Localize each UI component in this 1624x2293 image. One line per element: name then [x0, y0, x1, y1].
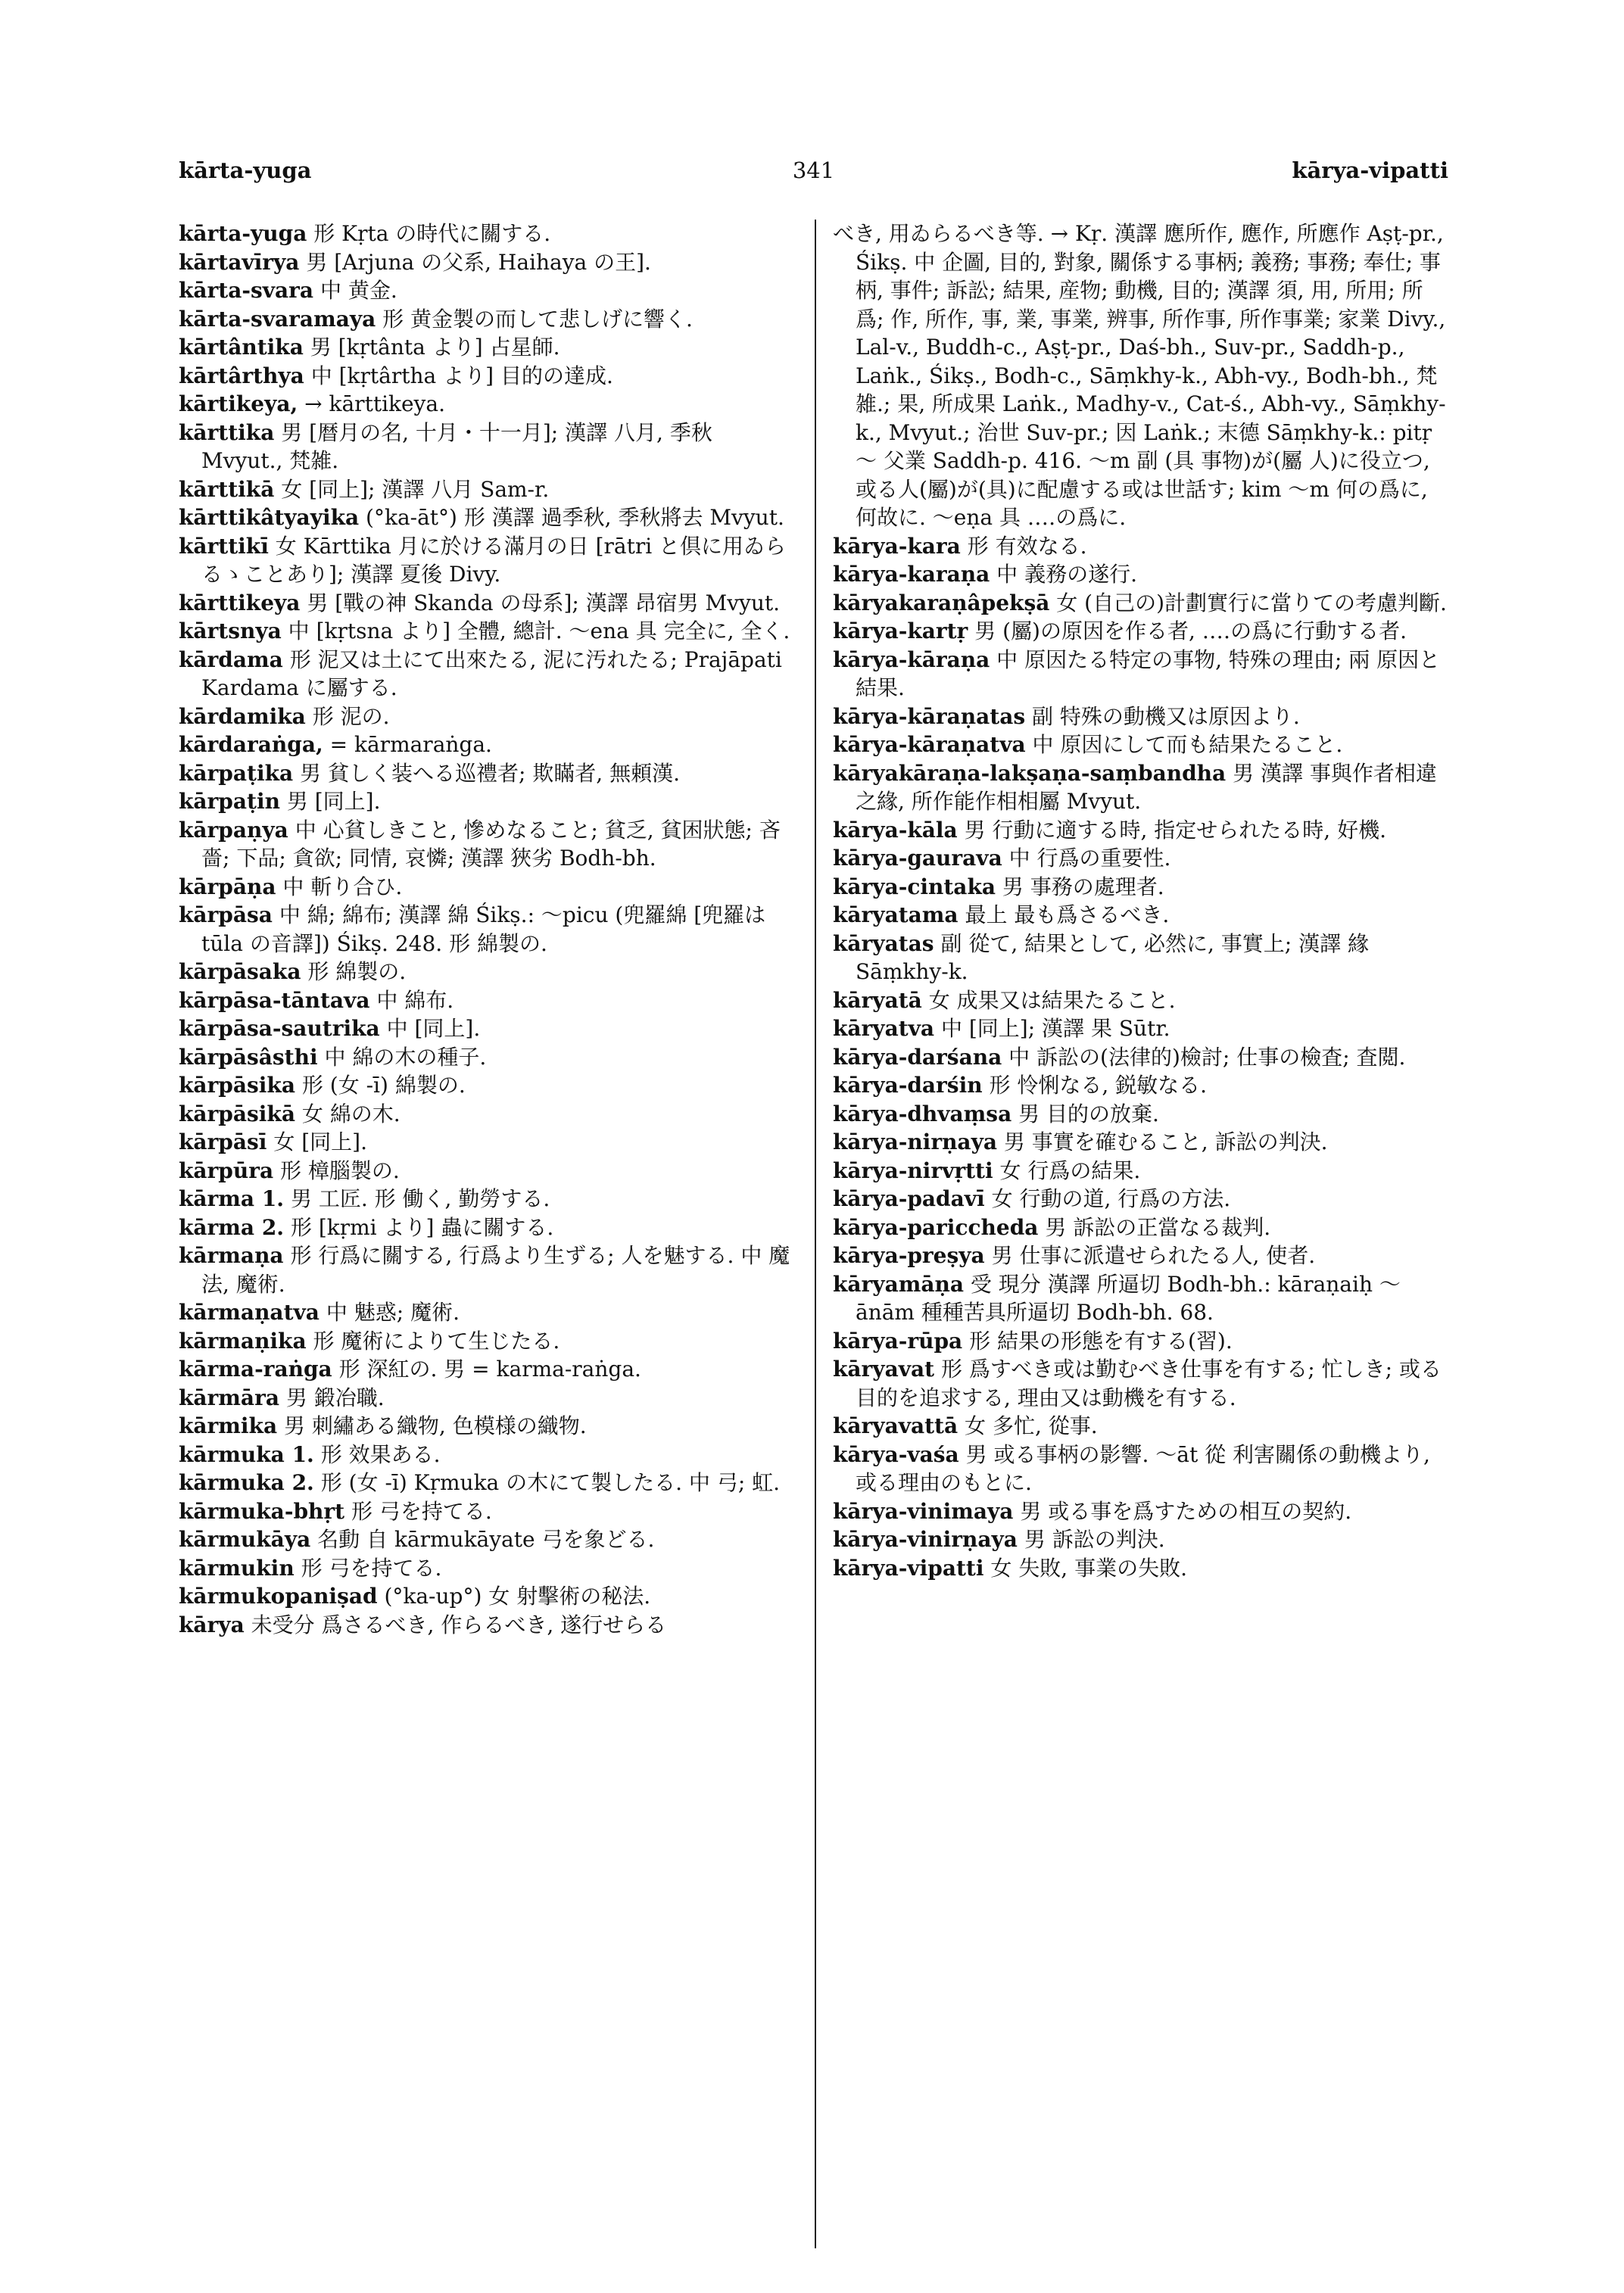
entry-definition: 形 深紅の. 男 = karma-raṅga. [338, 1357, 641, 1382]
dictionary-entry [179, 1525, 798, 1554]
dictionary-entry [179, 220, 798, 248]
entry-definition: (°ka-āt°) 形 漢譯 過季秋, 季秋將去 Mvyut. [366, 505, 784, 530]
entry-headword: kāryavat [833, 1357, 935, 1382]
entry-definition: 男 仕事に派遣せられたる人, 使者. [991, 1243, 1316, 1268]
dictionary-entry [179, 816, 798, 873]
dictionary-entry [833, 220, 1448, 532]
page-number: 341 [792, 157, 835, 183]
dictionary-entry [179, 1441, 798, 1469]
entry-definition: 中 魅惑; 魔術. [326, 1300, 460, 1325]
dictionary-entry [179, 1043, 798, 1072]
entry-headword: kārdamika [179, 703, 306, 729]
entry-definition: = kārmaraṅga. [329, 732, 492, 757]
entry-definition: 女 成果又は結果たること. [928, 987, 1176, 1013]
entry-definition: 形 魔術によりて生じたる. [313, 1328, 560, 1354]
entry-definition: 男 訴訟の正當なる裁判. [1045, 1214, 1271, 1240]
entry-definition: 女 失敗, 事業の失敗. [990, 1555, 1187, 1581]
dictionary-entry [179, 333, 798, 362]
header-right-guideword: kārya-vipatti [1292, 157, 1448, 183]
entry-definition: 男 漢譯 事與作者相違之緣, 所作能作相相屬 Mvyut. [856, 760, 1437, 814]
entry-headword: kārpāsa-sautrika [179, 1016, 380, 1041]
dictionary-entry [179, 1384, 798, 1413]
entry-headword: kārya-padavī [833, 1186, 985, 1211]
entry-headword: kārya-nirṇaya [833, 1129, 997, 1154]
dictionary-entry [833, 1071, 1448, 1100]
entry-headword: kārmāra [179, 1385, 279, 1410]
dictionary-entry [833, 1185, 1448, 1213]
entry-definition: 形 效果ある. [320, 1441, 441, 1467]
dictionary-entry [179, 1185, 798, 1213]
entry-headword: kāryakāraṇa-lakṣaṇa-saṃbandha [833, 760, 1227, 786]
dictionary-entry [833, 617, 1448, 646]
entry-definition: 中 行爲の重要性. [1008, 846, 1171, 871]
entry-headword: kārya-kara [833, 533, 961, 559]
entry-definition: 形 樟腦製の. [280, 1157, 400, 1183]
dictionary-entry [179, 1582, 798, 1611]
dictionary-entry [179, 1157, 798, 1185]
dictionary-entry [833, 986, 1448, 1015]
entry-definition: 女 Kārttika 月に於ける滿月の日 [rātri と倶に用ゐらるゝことあり]; 漢譯 夏後 Divy. [201, 533, 787, 587]
entry-definition: べき, 用ゐらるべき等. → Kṛ. 漢譯 應所作, 應作, 所應作 Aṣṭ-pr., Śikṣ. 中 企圖, 目的, 對象, 關係する事柄; 義務; 事務; 奉仕; 事柄, 事件; 訴訟; 結果, 産物; 動機, 目的; 漢譯 須, 用, 所用; 所爲; 作, 所作, 事, 業, 事業, 辨事, 所作事, 所作事業; 家業 Divy., Lal-v., Buddh-c., Aṣṭ-pr., Daś-bh., Suv-pr., Saddh-p., Laṅk., Śikṣ., Bodh-c., Sāṃkhy-k., Abh-vy., Bodh-bh., 梵雑.; 果, 所成果 Laṅk., Madhy-v., Cat-ś., Abh-vy., Sāṃkhy-k., Mvyut.; 治世 Suv-pr.; 因 Laṅk.; 末德 Sāṃkhy-k.: pitṛ～ 父業 Saddh-p. 416. ～m 副 (具 事物)が(屬 人)に役立つ, 或る人(屬)が(具)に配慮する或は世話す; kim ～m 何の爲に, 何故に. ～eṇa 具 ‥‥の爲に. [833, 221, 1446, 530]
entry-headword: kārya-kāraṇatva [833, 732, 1026, 757]
dictionary-entry [179, 1242, 798, 1298]
dictionary-entry [179, 362, 798, 391]
entry-headword: kārya-preṣya [833, 1243, 985, 1268]
entry-definition: 形 (女 -ī) 綿製の. [301, 1073, 466, 1098]
entry-headword: kāryatama [833, 902, 959, 927]
entry-headword: kārya-gaurava [833, 846, 1002, 871]
entry-definition: 最上 最も爲さるべき. [965, 902, 1170, 927]
entry-headword: kārpāsikā [179, 1101, 295, 1126]
entry-headword: kāryavattā [833, 1413, 959, 1438]
entry-headword: kāryatva [833, 1016, 935, 1041]
dictionary-entry [179, 276, 798, 305]
running-header [179, 157, 1448, 195]
dictionary-entry [833, 844, 1448, 873]
entry-headword: kārmukin [179, 1555, 295, 1581]
entry-headword: kārtavīrya [179, 249, 300, 275]
entry-headword: kārmuka 2. [179, 1470, 314, 1495]
dictionary-entry [179, 1469, 798, 1497]
entry-headword: kārttikâtyayika [179, 505, 360, 530]
dictionary-entry [179, 305, 798, 334]
dictionary-entry [179, 248, 798, 277]
dictionary-entry [179, 731, 798, 759]
entry-definition: 男 [kṛtânta より] 占星師. [310, 335, 560, 360]
entry-headword: kārpāsâsthi [179, 1044, 318, 1070]
dictionary-entry [833, 703, 1448, 731]
entry-definition: 形 行爲に關する, 行爲より生ずる; 人を魅する. 中 魔法, 魔術. [201, 1243, 790, 1297]
dictionary-entry [833, 1355, 1448, 1412]
entry-headword: kārpāsika [179, 1073, 295, 1098]
dictionary-entry [833, 589, 1448, 618]
entry-definition: 中 [同上]. [386, 1016, 481, 1041]
dictionary-entry [179, 873, 798, 902]
entry-definition: 中 原因たる特定の事物, 特殊の理由; 兩 原因と結果. [856, 646, 1441, 700]
entry-definition: 中 斬り合ひ. [282, 874, 403, 899]
dictionary-entry [179, 589, 798, 618]
dictionary-entry [179, 617, 798, 646]
dictionary-entry [833, 1128, 1448, 1157]
dictionary-entry [833, 1327, 1448, 1356]
dictionary-entry [833, 1100, 1448, 1129]
entry-headword: kārya-kartṛ [833, 618, 968, 643]
entry-headword: kāryakaraṇâpekṣā [833, 590, 1050, 615]
dictionary-entry [179, 1128, 798, 1157]
dictionary-entry [179, 646, 798, 703]
right-column [833, 220, 1448, 2248]
entry-definition: 男 工匠. 形 働く, 勤勞する. [290, 1186, 550, 1211]
dictionary-entry [833, 1412, 1448, 1441]
dictionary-entry [833, 1525, 1448, 1554]
entry-definition: 男 刺繡ある織物, 色模様の織物. [284, 1413, 587, 1438]
entry-headword: kārdaraṅga, [179, 732, 323, 757]
dictionary-entry [833, 1213, 1448, 1242]
entry-headword: kārma-raṅga [179, 1357, 332, 1382]
entry-headword: kārpāsī [179, 1129, 267, 1154]
entry-definition: 副 特殊の動機又は原因より. [1032, 703, 1300, 729]
entry-definition: 中 訴訟の(法律的)檢討; 仕事の檢査; 査閲. [1008, 1044, 1406, 1070]
entry-headword: kārya-kāraṇa [833, 646, 990, 672]
dictionary-entry [179, 1497, 798, 1526]
entry-definition: 副 從て, 結果として, 必然に, 事實上; 漢譯 緣 Sāṃkhy-k. [856, 930, 1369, 984]
dictionary-entry [833, 1554, 1448, 1583]
entry-definition: 中 義務の遂行. [996, 562, 1137, 587]
entry-headword: kārya-pariccheda [833, 1214, 1039, 1240]
entry-headword: kārdama [179, 646, 283, 672]
entry-definition: → kārttikeya. [304, 391, 445, 416]
dictionary-entry [179, 787, 798, 816]
entry-headword: kārta-svara [179, 278, 314, 303]
dictionary-entry [179, 1611, 798, 1640]
entry-headword: kārmaṇatva [179, 1300, 320, 1325]
entry-definition: 男 或る事を爲すための相互の契約. [1020, 1498, 1352, 1524]
entry-headword: kārya-kāla [833, 817, 958, 843]
entry-definition: 中 原因にして而も結果たること. [1032, 732, 1343, 757]
entry-definition: 男 (屬)の原因を作る者, ‥‥の爲に行動する者. [974, 618, 1407, 643]
dictionary-entry [179, 1412, 798, 1441]
entry-headword: kārmukāya [179, 1527, 311, 1552]
entry-definition: 男 或る事柄の影響. ～āt 從 利害關係の動機より, 或る理由のもとに. [856, 1441, 1430, 1495]
dictionary-entry [179, 1014, 798, 1043]
entry-definition: 男 [戰の神 Skanda の母系]; 漢譯 昂宿男 Mvyut. [307, 590, 781, 615]
dictionary-entry [179, 958, 798, 986]
entry-definition: 男 目的の放棄. [1018, 1101, 1159, 1126]
entry-definition: 女 [同上]. [273, 1129, 367, 1154]
entry-headword: kārpāṇa [179, 874, 276, 899]
entry-definition: 形 怜悧なる, 鋭敏なる. [989, 1073, 1208, 1098]
entry-headword: kārmaṇika [179, 1328, 307, 1354]
entry-definition: 中 心貧しきこと, 慘めなること; 貧乏, 貧困狀態; 吝嗇; 下品; 貪欲; 同情, 哀憐; 漢譯 狹劣 Bodh-bh. [201, 817, 781, 871]
entry-definition: 男 [同上]. [286, 789, 381, 814]
entry-definition: 形 泥又は土にて出來たる, 泥に汚れたる; Prajāpati Kardama に屬する. [201, 646, 782, 700]
dictionary-entry [833, 759, 1448, 816]
entry-definition: 形 有效なる. [967, 533, 1087, 559]
dictionary-entry [179, 759, 798, 788]
entry-definition: 形 泥の. [312, 703, 390, 729]
dictionary-entry [833, 1242, 1448, 1270]
entry-headword: kārpāsa-tāntava [179, 987, 370, 1013]
entry-definition: 形 弓を持てる. [301, 1555, 442, 1581]
entry-headword: kāryamāṇa [833, 1271, 964, 1297]
entry-definition: 中 [kṛtsna より] 全體, 總計. ～ena 具 完全に, 全く. [288, 618, 790, 643]
dictionary-entry [833, 1157, 1448, 1185]
dictionary-entry [179, 1554, 798, 1583]
entry-definition: 受 現分 漢譯 所逼切 Bodh-bh.: kāraṇaiḥ ～ānām 種種苦具所逼切 Bodh-bh. 68. [856, 1271, 1401, 1325]
entry-headword: kāryatas [833, 930, 934, 956]
entry-headword: kārya-vinimaya [833, 1498, 1014, 1524]
entry-headword: kārya-kāraṇatas [833, 703, 1026, 729]
dictionary-entry [179, 1327, 798, 1356]
entry-definition: 形 黄金製の而して悲しげに響く. [382, 306, 693, 332]
entry-definition: 男 [暦月の名, 十月・十一月]; 漢譯 八月, 季秋 Mvyut., 梵雑. [201, 419, 712, 473]
entry-headword: kārtsnya [179, 618, 282, 643]
entry-definition: 形 結果の形態を有する(習). [969, 1328, 1233, 1354]
entry-headword: kārta-svaramaya [179, 306, 376, 332]
entry-definition: 形 (女 -ī) Kṛmuka の木にて製したる. 中 弓; 虹. [320, 1470, 781, 1495]
dictionary-entry [833, 930, 1448, 986]
entry-definition: 男 貧しく装へる巡禮者; 欺瞞者, 無頼漢. [300, 760, 680, 786]
dictionary-entry [179, 503, 798, 532]
dictionary-entry [833, 731, 1448, 759]
entry-definition: 女 多忙, 從事. [965, 1413, 1098, 1438]
entry-headword: kārya [179, 1612, 245, 1637]
entry-headword: kārtântika [179, 335, 304, 360]
dictionary-entry [179, 901, 798, 958]
entry-definition: 女 行爲の結果. [999, 1157, 1141, 1183]
entry-headword: kārttika [179, 419, 275, 445]
dictionary-entry [833, 1043, 1448, 1072]
dictionary-entry [833, 1014, 1448, 1043]
dictionary-entry [179, 390, 798, 419]
dictionary-entry [833, 873, 1448, 902]
entry-headword: kārttikī [179, 533, 269, 559]
entry-definition: 女 行動の道, 行爲の方法. [991, 1186, 1231, 1211]
entry-definition: 女 (自己の)計劃實行に當りての考慮判斷. [1056, 590, 1447, 615]
entry-definition: 男 事務の處理者. [1002, 874, 1164, 899]
dictionary-entry [833, 532, 1448, 561]
dictionary-entry [179, 1100, 798, 1129]
entry-definition: 形 [kṛmi より] 蟲に關する. [290, 1214, 554, 1240]
entry-definition: 中 [同上]; 漢譯 果 Sūtr. [940, 1016, 1170, 1041]
entry-headword: kārma 2. [179, 1214, 285, 1240]
entry-headword: kārya-vipatti [833, 1555, 984, 1581]
entry-definition: (°ka-up°) 女 射擊術の秘法. [384, 1584, 651, 1609]
entry-headword: kārya-nirvṛtti [833, 1157, 993, 1183]
entry-definition: 中 [kṛtârtha より] 目的の達成. [310, 363, 613, 388]
dictionary-entry [179, 703, 798, 731]
entry-headword: kārta-yuga [179, 221, 307, 246]
entry-headword: kārttikeya [179, 590, 301, 615]
dictionary-entry [833, 1270, 1448, 1327]
entry-headword: kārya-vaśa [833, 1441, 959, 1467]
dictionary-entry [179, 1213, 798, 1242]
entry-headword: kārpaṇya [179, 817, 288, 843]
dictionary-entry [179, 1298, 798, 1327]
column-divider [815, 220, 816, 2248]
entry-headword: kārpāsaka [179, 959, 301, 984]
entry-headword: kārpaṭika [179, 760, 294, 786]
entry-headword: kārya-darśin [833, 1073, 983, 1098]
entry-headword: kārtârthya [179, 363, 304, 388]
dictionary-entry [179, 419, 798, 475]
entry-definition: 形 爲すべき或は勤むべき仕事を有する; 忙しき; 或る目的を追求する, 理由又は動機を有する. [856, 1357, 1442, 1410]
left-column [179, 220, 798, 2248]
entry-headword: kārttikā [179, 476, 275, 502]
entry-definition: 中 黄金. [320, 278, 397, 303]
dictionary-entry [833, 1497, 1448, 1526]
entry-definition: 中 綿の木の種子. [324, 1044, 487, 1070]
entry-definition: 男 鍛冶職. [285, 1385, 385, 1410]
entry-headword: kārmika [179, 1413, 278, 1438]
dictionary-entry [833, 1441, 1448, 1497]
entry-headword: kārpāsa [179, 902, 273, 927]
entry-headword: kārya-rūpa [833, 1328, 963, 1354]
dictionary-entry [179, 475, 798, 504]
entry-headword: kārya-vinirṇaya [833, 1527, 1018, 1552]
dictionary-entry [179, 1355, 798, 1384]
dictionary-entry [179, 986, 798, 1015]
entry-definition: 形 Kṛta の時代に關する. [313, 221, 551, 246]
entry-definition: 男 [Arjuna の父系, Haihaya の王]. [306, 249, 651, 275]
dictionary-entry [179, 1071, 798, 1100]
dictionary-entry [833, 816, 1448, 845]
entry-headword: kārpaṭin [179, 789, 280, 814]
dictionary-entry [833, 901, 1448, 930]
entry-definition: 男 訴訟の判決. [1024, 1527, 1165, 1552]
entry-headword: kārya-cintaka [833, 874, 996, 899]
entry-definition: 女 [同上]; 漢譯 八月 Sam-r. [281, 476, 550, 502]
entry-headword: kārmuka-bhṛt [179, 1498, 345, 1524]
entry-definition: 名動 自 kārmukāyate 弓を象どる. [317, 1527, 655, 1552]
entry-headword: kārya-karaṇa [833, 562, 990, 587]
entry-headword: kārmuka 1. [179, 1441, 314, 1467]
entry-headword: kārma 1. [179, 1186, 285, 1211]
entry-headword: kārya-darśana [833, 1044, 1002, 1070]
entry-headword: kārmaṇa [179, 1243, 284, 1268]
entry-definition: 中 綿; 綿布; 漢譯 綿 Śikṣ.: ～picu (兜羅綿 [兜羅は tūla の音譯]) Śikṣ. 248. 形 綿製の. [201, 902, 766, 956]
dictionary-entry [833, 560, 1448, 589]
header-left-guideword: kārta-yuga [179, 157, 312, 183]
entry-definition: 男 行動に適する時, 指定せられたる時, 好機. [964, 817, 1386, 843]
entry-definition: 未受分 爲さるべき, 作らるべき, 遂行せらる [251, 1612, 667, 1637]
entry-definition: 形 弓を持てる. [351, 1498, 492, 1524]
dictionary-entry [833, 646, 1448, 703]
entry-headword: kārpūra [179, 1157, 274, 1183]
entry-definition: 女 綿の木. [301, 1101, 401, 1126]
entry-headword: kāryatā [833, 987, 922, 1013]
entry-headword: kārtikeya, [179, 391, 298, 416]
entry-definition: 中 綿布. [376, 987, 454, 1013]
entry-headword: kārya-dhvaṃsa [833, 1101, 1012, 1126]
entry-headword: kārmukopaniṣad [179, 1584, 378, 1609]
entry-definition: 男 事實を確むること, 訴訟の判決. [1003, 1129, 1328, 1154]
dictionary-entry [179, 532, 798, 589]
entry-definition: 形 綿製の. [307, 959, 407, 984]
